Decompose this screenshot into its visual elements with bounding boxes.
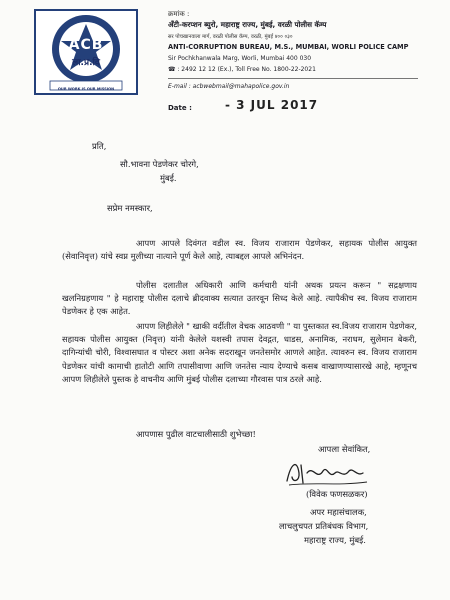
- closing-wish: आपणास पुढील वाटचालीसाठी शुभेच्छा!: [136, 429, 256, 439]
- logo-motto: OUR WORK IS OUR MISSION: [57, 87, 115, 91]
- office-email: E-mail : acbwebmail@mahapolice.gov.in: [168, 83, 290, 90]
- signatory-state: महाराष्ट्र राज्य, मुंबई.: [304, 535, 366, 545]
- recipient-name: सौ.भावना पेडणेकर चोरगे,: [120, 159, 199, 169]
- signatory-title: अपर महासंचालक,: [310, 507, 367, 517]
- office-address-marathi: सर पोचखानवाला मार्ग, वरळी पोलीस कॅम्प, वरळी, मुंबई ४०० ०३०: [168, 34, 293, 40]
- handwritten-signature: [283, 455, 373, 489]
- logo-abbr-en: ACB: [68, 37, 104, 53]
- reference-number-label: क्रमांक :: [168, 10, 190, 18]
- recipient-city: मुंबई.: [160, 173, 177, 183]
- body-paragraph-3: आपण लिहीलेले " खाकी वर्दीतील वेचक आठवणी " या पुस्तकात स्व.विजय राजाराम पेडणेकर, सहायक पोलीस आयुक्त (निवृत्त) यांनी केलेले यशस्वी तपास देवद्गत, धाडस, अनामिक, नराधम, सुलेमान बेकरी, दागिन्यांची चोरी, विश्वासघात व पोस्टर अशा अनेक सदराखून जनतेसमोर आणले आहेत. त्यावरुन स्व. विजय राजाराम पेडणेकर यांची कामाची हातोटी आणि तपासीवाणा आणि जनतेस न्याय देण्याचे कसब वाखाणण्यासारखे आहे, म्हणूनच आपण लिहीलेले पुस्तक हे वाचनीय आणि मुंबई पोलीस दलाच्या गौरवास पात्र ठरले आहे.: [62, 321, 417, 384]
- date-label: Date :: [168, 104, 192, 112]
- signatory-name: (विवेक फणसळकर): [306, 489, 368, 499]
- body-paragraph-2: पोलीस दलातील अधिकारी आणि कर्मचारी यांनी अथक प्रयत्न करून " सद्रक्षणाय खलनिग्रहणाय " हे महाराष्ट्र पोलीस दलाचे ब्रीदवाक्य सत्यात उतरवून सिध्द केले आहे. त्यापैकीच स्व. विजय राजाराम पेडणेकर हे एक आहेत.: [62, 280, 417, 317]
- acb-logo: [34, 9, 138, 95]
- office-name-english: ANTI-CORRUPTION BUREAU, M.S., MUMBAI, WORLI POLICE CAMP: [168, 43, 409, 51]
- recipient-prefix: प्रति,: [92, 141, 107, 151]
- sign-off: आपला सेवांकित,: [318, 444, 371, 454]
- office-phone: ☎ : 2492 12 12 (Ex.), Toll Free No. 1800-22-2021: [168, 66, 316, 73]
- body-paragraph-1: आपण आपले दिवंगत वडील स्व. विजय राजाराम पेडणेकर, सहायक पोलीस आयुक्त (सेवानिवृत्त) यांचे स्वप्न मुलीच्या नात्याने पूर्ण केले आहे, त्याबद्दल आपले अभिनंदन.: [62, 238, 417, 262]
- letterhead-divider: [168, 78, 418, 79]
- office-name-marathi: अँटी-करप्शन ब्युरो, महाराष्ट्र राज्य, मुंबई, वरळी पोलीस कॅम्प: [168, 20, 327, 29]
- office-address-english: Sir Pochkhanwala Marg, Worli, Mumbai 400 030: [168, 55, 312, 62]
- date-stamp: - 3 JUL 2017: [225, 98, 319, 112]
- salutation: सप्रेम नमस्कार,: [107, 203, 153, 213]
- logo-abbr-mr: ला.प्र.वि: [72, 58, 100, 68]
- signatory-department: लाचलुचपत प्रतिबंधक विभाग,: [279, 521, 369, 531]
